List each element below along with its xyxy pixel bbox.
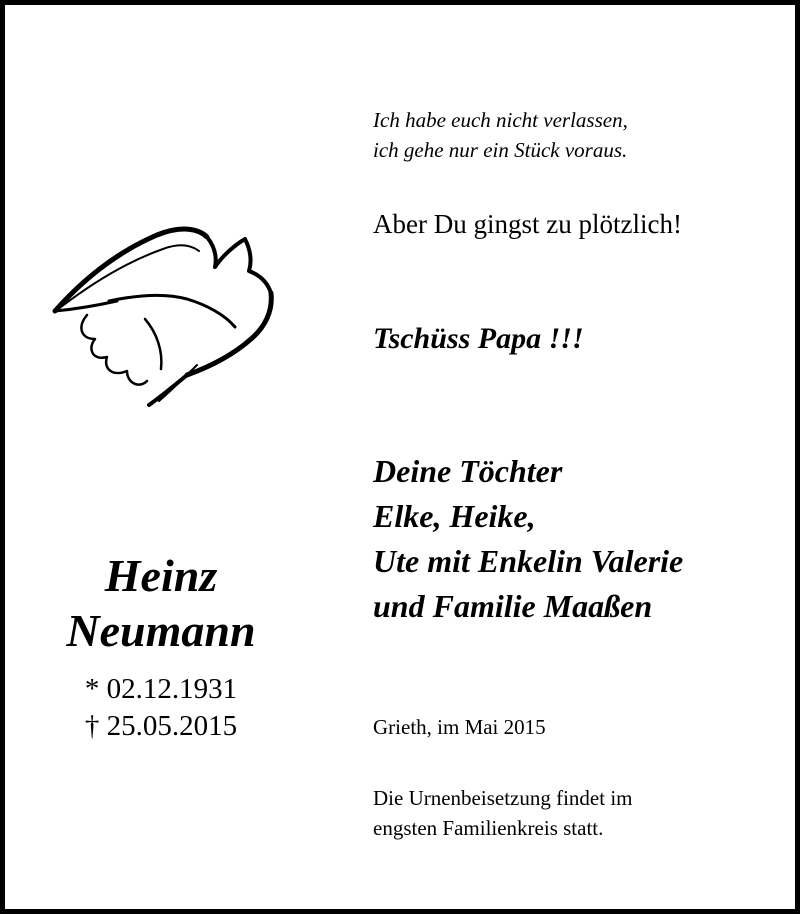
place-date: Grieth, im Mai 2015	[373, 715, 546, 739]
mourners	[373, 449, 683, 629]
burial-note	[373, 783, 633, 843]
mourner-line: Deine Töchter	[373, 453, 563, 489]
mourner-line: Elke, Heike,	[373, 498, 536, 534]
burial-line-1: Die Urnenbeisetzung findet im	[373, 786, 633, 810]
given-name: Heinz	[104, 550, 218, 601]
death-date: † 25.05.2015	[84, 710, 238, 742]
mourner-line: Ute mit Enkelin Valerie	[373, 543, 684, 579]
subline: Aber Du gingst zu plötzlich!	[373, 209, 682, 239]
quote-line-2: ich gehe nur ein Stück voraus.	[373, 138, 628, 162]
quote-line-1: Ich habe euch nicht verlassen,	[373, 108, 628, 132]
family-name: Neumann	[66, 605, 256, 656]
burial-line-2: engsten Familienkreis statt.	[373, 816, 604, 840]
quote	[373, 105, 628, 165]
dove-icon	[47, 215, 282, 410]
mourner-line: und Familie Maaßen	[373, 588, 653, 624]
farewell: Tschüss Papa !!!	[373, 322, 584, 355]
birth-date: * 02.12.1931	[84, 673, 238, 705]
